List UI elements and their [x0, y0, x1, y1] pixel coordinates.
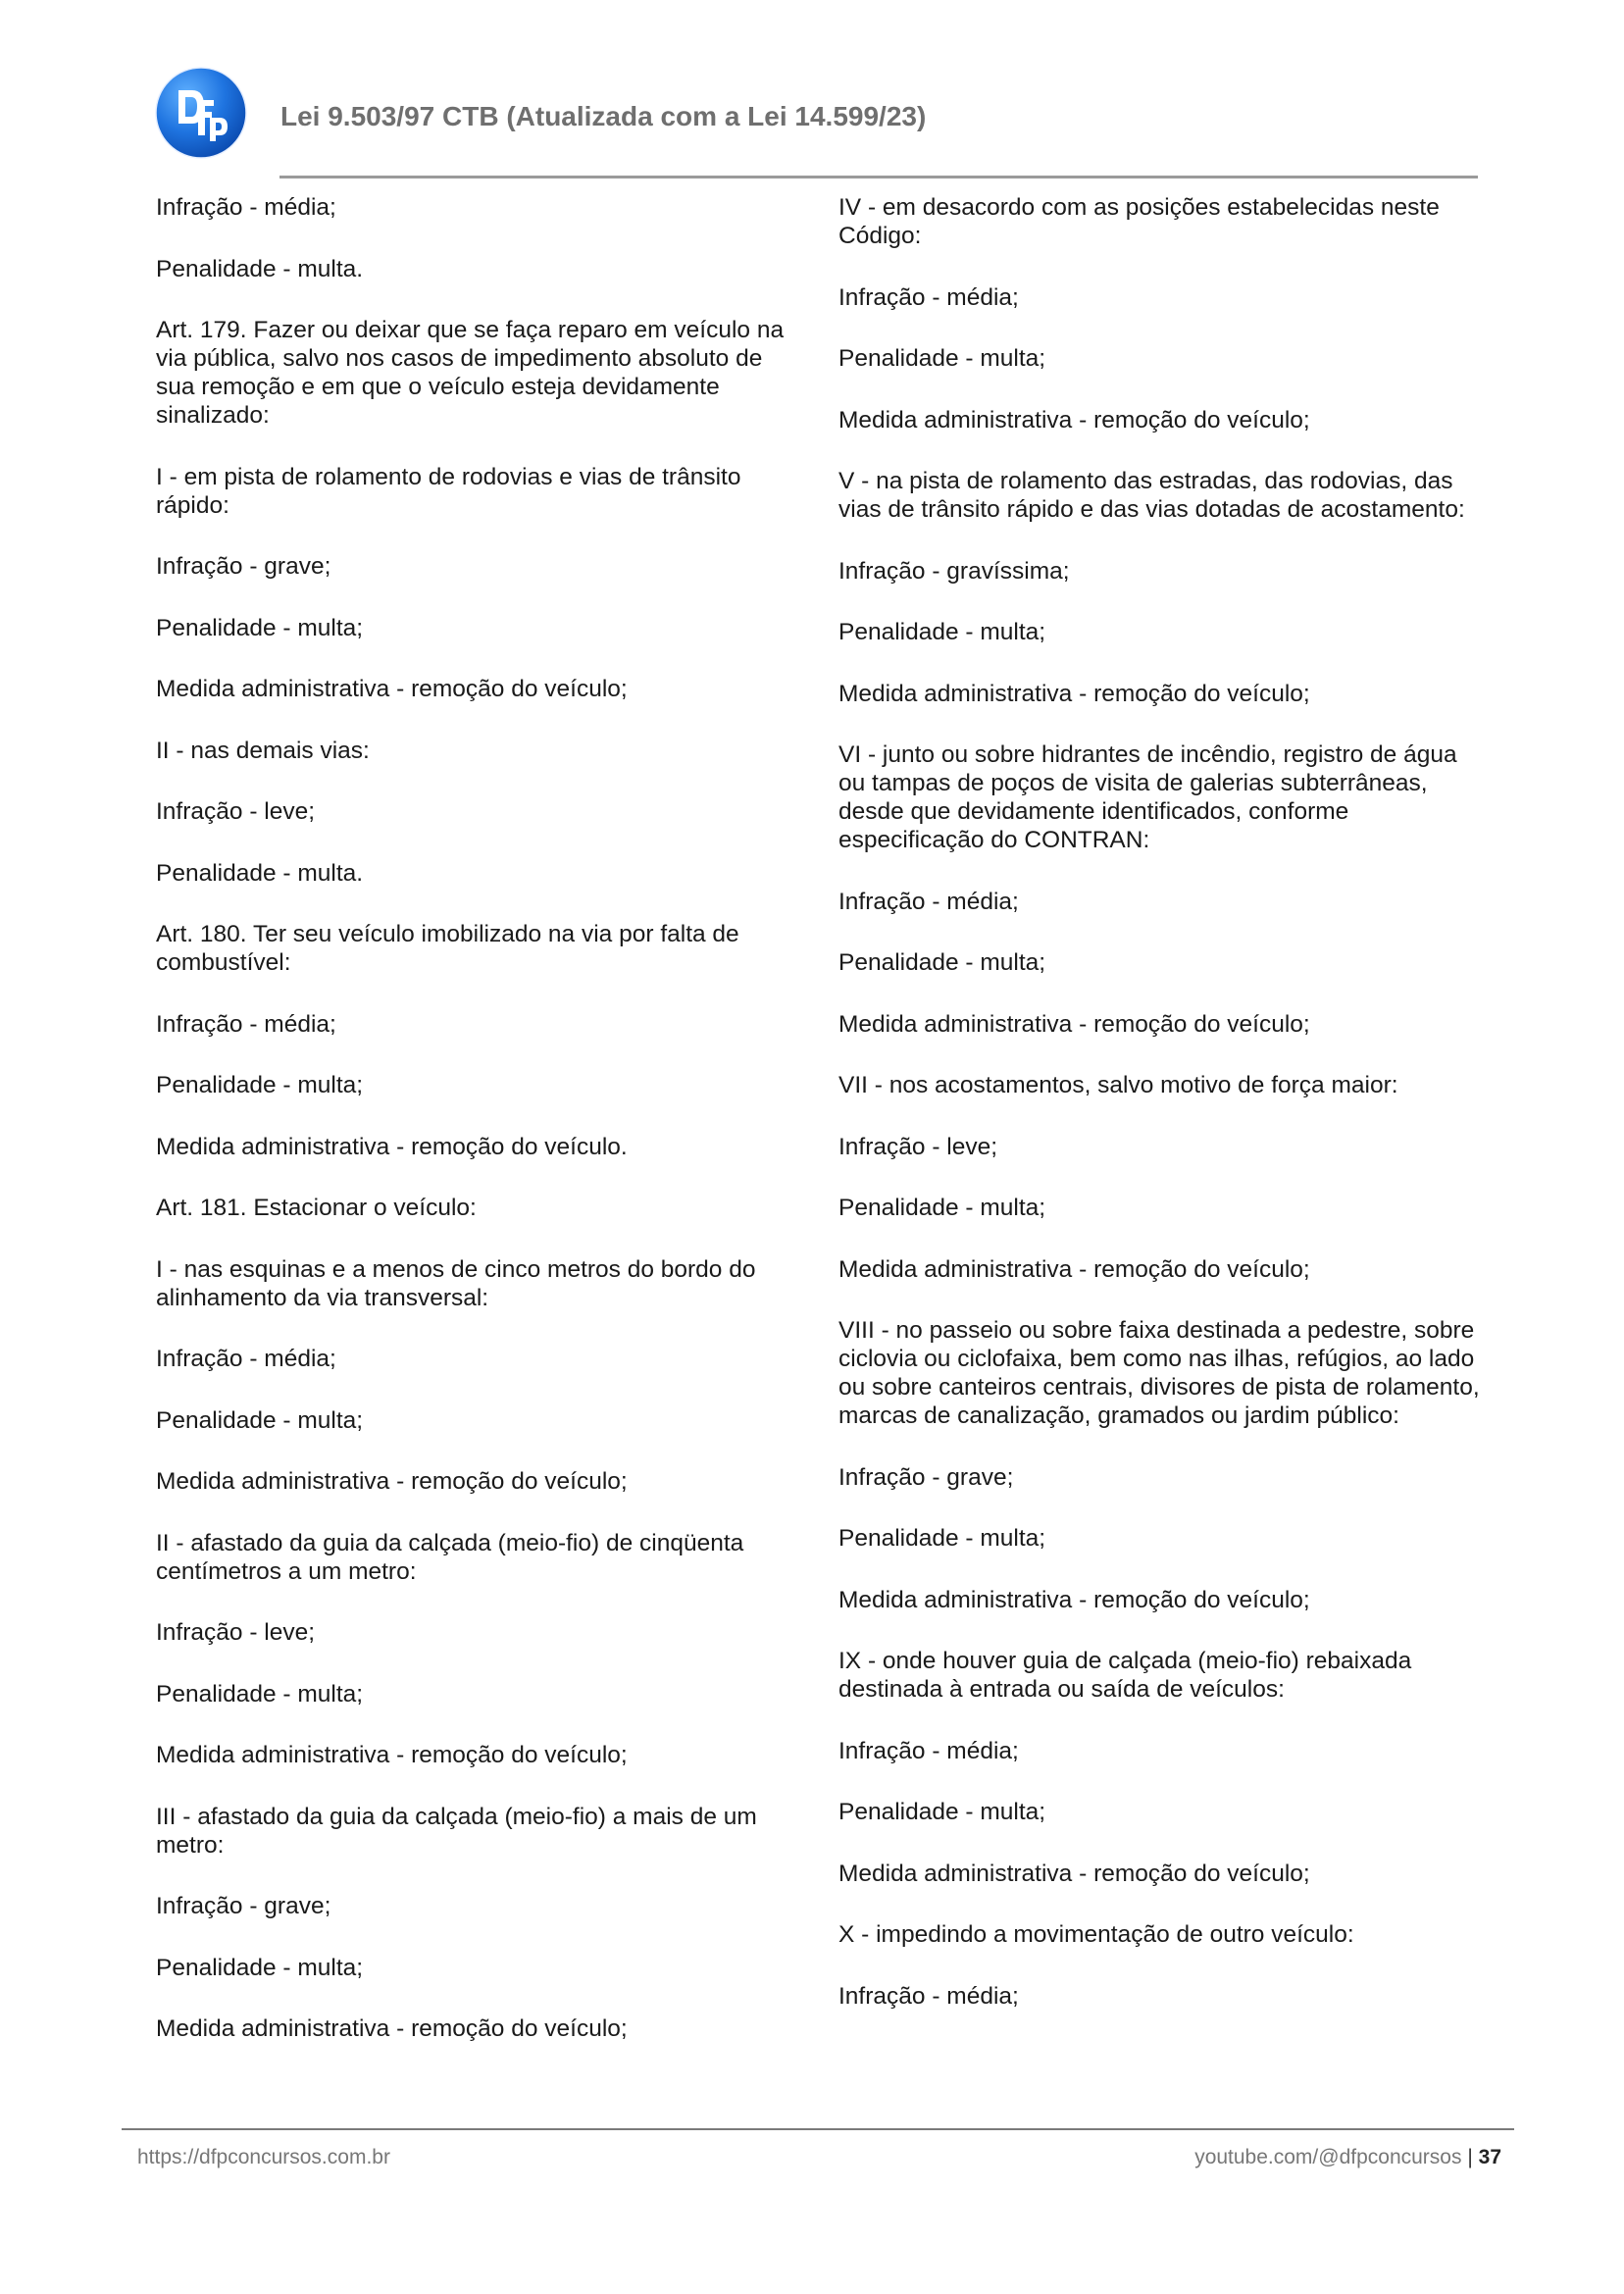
paragraph: Medida administrativa - remoção do veículo; — [838, 1255, 1310, 1283]
paragraph: Medida administrativa - remoção do veículo. — [156, 1133, 628, 1160]
dfp-logo-icon — [155, 67, 247, 159]
footer-separator: | — [1467, 2146, 1473, 2168]
paragraph: Medida administrativa - remoção do veículo; — [156, 1468, 628, 1495]
paragraph: Penalidade - multa; — [156, 614, 364, 641]
footer-right — [1194, 2146, 1501, 2169]
paragraph: Penalidade - multa; — [838, 1525, 1046, 1552]
page-number: 37 — [1478, 2146, 1501, 2168]
paragraph: Infração - média; — [156, 194, 336, 221]
paragraph: I - em pista de rolamento de rodovias e vias de trânsito rápido: — [156, 463, 741, 519]
youtube-link[interactable]: youtube.com/@dfpconcursos — [1194, 2146, 1462, 2168]
paragraph: X - impedindo a movimentação de outro veículo: — [838, 1921, 1354, 1948]
paragraph: Medida administrativa - remoção do veículo; — [156, 676, 628, 702]
paragraph: Medida administrativa - remoção do veículo; — [156, 1742, 628, 1768]
paragraph: Penalidade - multa. — [156, 859, 364, 887]
paragraph: I - nas esquinas e a menos de cinco metros do bordo do alinhamento da via transversal: — [156, 1255, 756, 1311]
paragraph: Penalidade - multa; — [156, 1072, 364, 1098]
paragraph: II - nas demais vias: — [156, 737, 370, 764]
paragraph: Infração - média; — [156, 1346, 336, 1372]
document-title: Lei 9.503/97 CTB (Atualizada com a Lei 14.599/23) — [280, 101, 927, 131]
paragraph: Penalidade - multa. — [156, 255, 364, 282]
paragraph: Art. 181. Estacionar o veículo: — [156, 1195, 477, 1221]
right-column — [838, 193, 1486, 2043]
paragraph: Infração - gravíssima; — [838, 557, 1070, 585]
paragraph: Medida administrativa - remoção do veículo; — [838, 406, 1310, 433]
paragraph: Penalidade - multa; — [838, 1195, 1046, 1221]
paragraph: Medida administrativa - remoção do veículo; — [838, 1860, 1310, 1887]
paragraph: Medida administrativa - remoção do veículo; — [838, 1010, 1310, 1038]
paragraph: Infração - leve; — [156, 798, 316, 825]
paragraph: Penalidade - multa; — [838, 1799, 1046, 1825]
paragraph: Infração - média; — [838, 1737, 1019, 1764]
paragraph: III - afastado da guia da calçada (meio-fio) a mais de um metro: — [156, 1803, 757, 1859]
paragraph: VII - nos acostamentos, salvo motivo de força maior: — [838, 1072, 1398, 1098]
paragraph: II - afastado da guia da calçada (meio-fio) de cinqüenta centímetros a um metro: — [156, 1529, 744, 1585]
header-divider — [279, 176, 1478, 178]
paragraph: Infração - média; — [838, 283, 1019, 311]
paragraph: Penalidade - multa; — [156, 1406, 364, 1434]
paragraph: Art. 180. Ter seu veículo imobilizado na via por falta de combustível: — [156, 921, 739, 976]
paragraph: Medida administrativa - remoção do veículo; — [838, 680, 1310, 707]
left-column — [156, 193, 793, 2076]
paragraph: Penalidade - multa; — [838, 949, 1046, 976]
paragraph: Infração - média; — [838, 1982, 1019, 2010]
paragraph: Infração - leve; — [156, 1619, 316, 1646]
paragraph: VIII - no passeio ou sobre faixa destinada a pedestre, sobre ciclovia ou ciclofaixa, bem como nas ilhas, refúgios, ao lado ou sobre canteiros centrais, divisores de pista de rolamento, marcas de canalização, gramados ou jardim público: — [838, 1317, 1480, 1429]
website-link[interactable]: https://dfpconcursos.com.br — [137, 2146, 390, 2168]
paragraph: Infração - média; — [838, 888, 1019, 915]
paragraph: Art. 179. Fazer ou deixar que se faça reparo em veículo na via pública, salvo nos casos de impedimento absoluto de sua remoção e em que o veículo esteja devidamente sinalizado: — [156, 317, 785, 429]
paragraph: Medida administrativa - remoção do veículo; — [838, 1586, 1310, 1613]
paragraph: VI - junto ou sobre hidrantes de incêndio, registro de água ou tampas de poços de visita de galerias subterrâneas, desde que devidamente identificados, conforme especificação do CONTRAN: — [838, 741, 1457, 853]
paragraph: V - na pista de rolamento das estradas, das rodovias, das vias de trânsito rápido e das vias dotadas de acostamento: — [838, 468, 1465, 523]
paragraph: Infração - leve; — [838, 1133, 998, 1160]
paragraph: Penalidade - multa; — [838, 345, 1046, 372]
paragraph: Infração - média; — [156, 1010, 336, 1038]
footer-divider — [122, 2128, 1514, 2130]
paragraph: Penalidade - multa; — [838, 619, 1046, 645]
paragraph: IV - em desacordo com as posições estabelecidas neste Código: — [838, 194, 1440, 249]
paragraph: Infração - grave; — [838, 1463, 1014, 1491]
paragraph: Infração - grave; — [156, 1893, 331, 1919]
paragraph: Penalidade - multa; — [156, 1954, 364, 1981]
paragraph: Penalidade - multa; — [156, 1680, 364, 1708]
paragraph: Medida administrativa - remoção do veículo; — [156, 2015, 628, 2042]
paragraph: IX - onde houver guia de calçada (meio-fio) rebaixada destinada à entrada ou saída de veículos: — [838, 1648, 1412, 1703]
paragraph: Infração - grave; — [156, 553, 331, 580]
